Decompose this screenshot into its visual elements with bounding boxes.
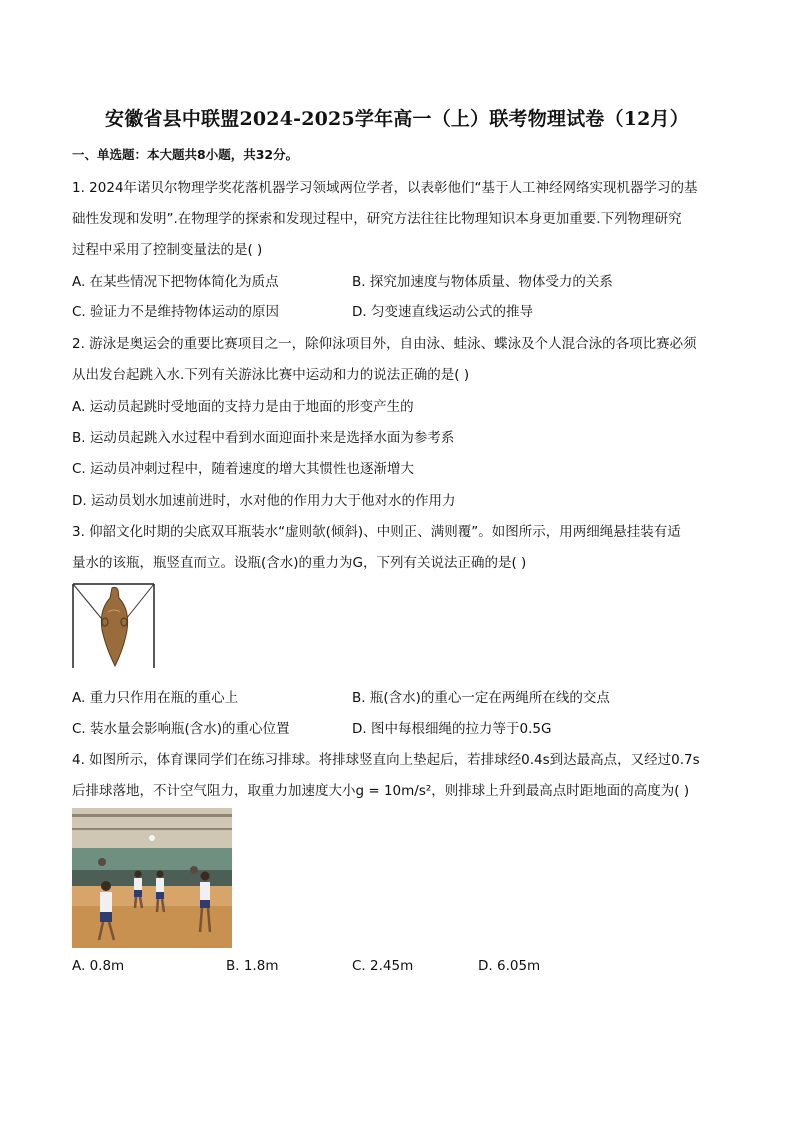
q1-option-b: B. 探究加速度与物体质量、物体受力的关系 xyxy=(352,274,613,290)
q1-line-1: 1. 2024年诺贝尔物理学奖花落机器学习领域两位学者，以表彰他们“基于人工神经网络实现机器学习的基 xyxy=(72,180,698,196)
q2-line-1: 2. 游泳是奥运会的重要比赛项目之一，除仰泳项目外，自由泳、蛙泳、蝶泳及个人混合泳的各项比赛必须 xyxy=(72,336,697,352)
q2-option-c: C. 运动员冲刺过程中，随着速度的增大其惯性也逐渐增大 xyxy=(72,461,415,477)
q4-option-b: B. 1.8m xyxy=(226,958,279,974)
q3-line-1: 3. 仰韶文化时期的尖底双耳瓶装水“虚则欹(倾斜)、中则正、满则覆”。如图所示，用两细绳悬挂装有适 xyxy=(72,524,681,540)
q3-option-d: D. 图中每根细绳的拉力等于0.5G xyxy=(352,721,552,737)
volleyball-photo xyxy=(72,808,232,948)
q1-line-3: 过程中采用了控制变量法的是( ) xyxy=(72,242,263,258)
q3-option-a: A. 重力只作用在瓶的重心上 xyxy=(72,690,239,706)
q4-line-2: 后排球落地，不计空气阻力，取重力加速度大小g = 10m/s²，则排球上升到最高点时距地面的高度为( ) xyxy=(72,783,690,799)
q4-option-c: C. 2.45m xyxy=(352,958,414,974)
q1-option-d: D. 匀变速直线运动公式的推导 xyxy=(352,304,533,320)
q4-option-a: A. 0.8m xyxy=(72,958,125,974)
q4-option-d: D. 6.05m xyxy=(478,958,541,974)
section-heading: 一、单选题：本大题共8小题，共32分。 xyxy=(72,147,299,162)
q2-line-2: 从出发台起跳入水.下列有关游泳比赛中运动和力的说法正确的是( ) xyxy=(72,367,470,383)
q1-line-2: 础性发现和发明”.在物理学的探索和发现过程中，研究方法往往比物理知识本身更加重要.下列物理研究 xyxy=(72,211,682,227)
q4-line-1: 4. 如图所示，体育课同学们在练习排球。将排球竖直向上垫起后，若排球经0.4s到达最高点，又经过0.7s xyxy=(72,752,700,768)
q3-option-c: C. 装水量会影响瓶(含水)的重心位置 xyxy=(72,721,290,737)
q3-option-b: B. 瓶(含水)的重心一定在两绳所在线的交点 xyxy=(352,690,610,706)
q2-option-a: A. 运动员起跳时受地面的支持力是由于地面的形变产生的 xyxy=(72,399,414,415)
vase-figure xyxy=(72,582,158,670)
q3-line-2: 量水的该瓶，瓶竖直而立。设瓶(含水)的重力为G，下列有关说法正确的是( ) xyxy=(72,555,527,571)
q1-option-c: C. 验证力不是维持物体运动的原因 xyxy=(72,304,280,320)
q2-option-b: B. 运动员起跳入水过程中看到水面迎面扑来是选择水面为参考系 xyxy=(72,430,455,446)
q2-option-d: D. 运动员划水加速前进时，水对他的作用力大于他对水的作用力 xyxy=(72,493,456,509)
q1-option-a: A. 在某些情况下把物体简化为质点 xyxy=(72,274,279,290)
page-title: 安徽省县中联盟2024-2025学年高一（上）联考物理试卷（12月） xyxy=(105,108,689,130)
